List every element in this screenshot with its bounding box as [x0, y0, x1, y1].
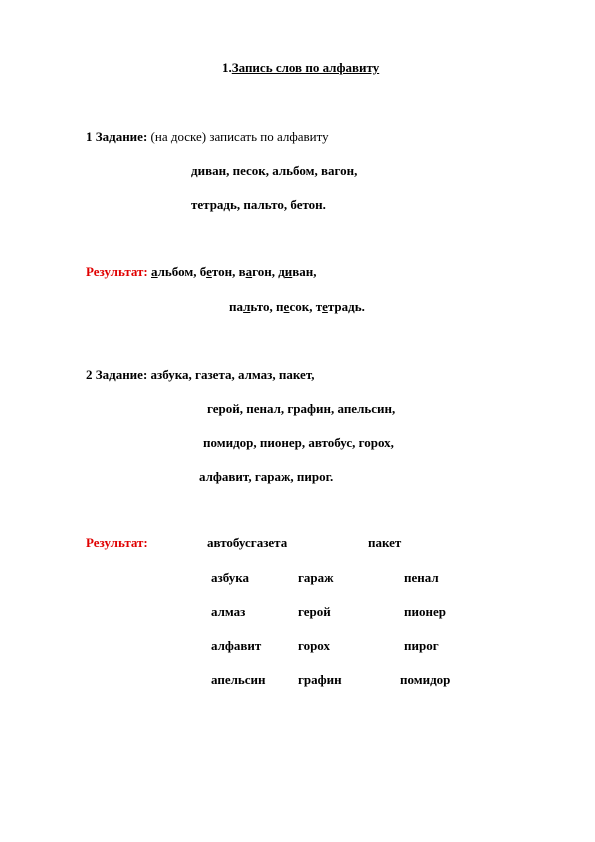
word: бетон, — [199, 264, 239, 279]
task2-label: 2 Задание: — [86, 367, 148, 382]
word-cell: горох — [298, 638, 330, 653]
task2-words-line2: герой, пенал, графин, апельсин, — [207, 401, 396, 416]
task2-words-line4: алфавит, гараж, пирог. — [199, 469, 334, 484]
word-cell: гараж — [298, 570, 334, 585]
task1-label: 1 Задание: — [86, 129, 148, 144]
word-cell: пирог — [404, 638, 439, 653]
task1-instruction: (на доске) записать по алфавиту — [147, 129, 329, 144]
word-cell: автобусгазета — [207, 535, 288, 550]
word-cell: алмаз — [211, 604, 246, 619]
page-title — [222, 60, 379, 76]
task2-words-line1: азбука, газета, алмаз, пакет, — [147, 367, 315, 382]
word: вагон, — [238, 264, 279, 279]
title-text: Запись слов по алфавиту — [231, 60, 380, 75]
word-cell: апельсин — [211, 672, 266, 687]
word: диван, — [278, 264, 317, 279]
word-cell: пионер — [404, 604, 446, 619]
word-cell: графин — [298, 672, 342, 687]
task1-words-line2: тетрадь, пальто, бетон. — [191, 197, 326, 212]
task1-words-line1: диван, песок, альбом, вагон, — [191, 163, 358, 178]
word: песок, — [276, 299, 316, 314]
word-cell: пакет — [368, 535, 402, 550]
word: альбом, — [151, 264, 200, 279]
title-number: 1. — [222, 60, 232, 75]
word-cell: азбука — [211, 570, 250, 585]
word-cell: алфавит — [211, 638, 262, 653]
result2-label: Результат: — [86, 535, 148, 550]
word-cell: помидор — [400, 672, 451, 687]
task1-line — [86, 129, 329, 145]
result1-line1 — [86, 264, 317, 280]
word: тетрадь. — [315, 299, 365, 314]
word-cell: пенал — [404, 570, 439, 585]
result1-words-line1 — [151, 264, 317, 279]
task2-line1 — [86, 367, 314, 383]
result1-words-line2 — [229, 299, 365, 315]
task2-words-line3: помидор, пионер, автобус, горох, — [203, 435, 394, 450]
word-cell: герой — [298, 604, 331, 619]
word: пальто, — [229, 299, 276, 314]
result1-label: Результат: — [86, 264, 148, 279]
